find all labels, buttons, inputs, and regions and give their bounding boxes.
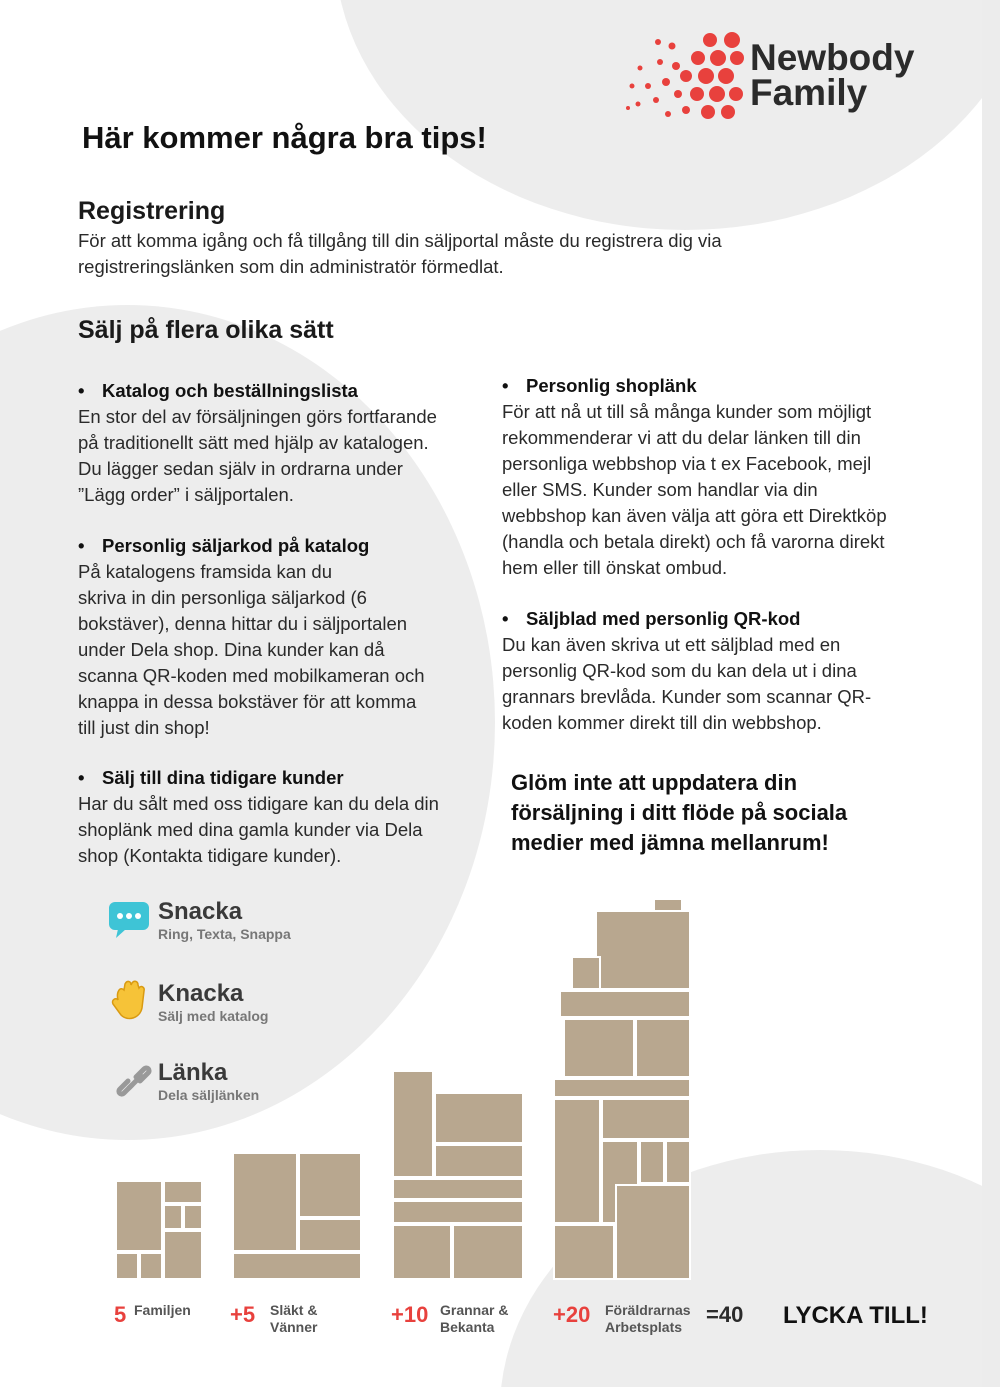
box-stack-arbetsplats [553, 898, 693, 1280]
left-tip-catalog [78, 378, 488, 508]
total-count: =40 [706, 1302, 744, 1327]
stack-label: Släkt & Vänner [270, 1302, 318, 1335]
tip-body: På katalogens framsida kan du skriva in din personliga säljarkod (6 bokstäver), denna hittar du i säljportalen under Dela shop. Dina kunder kan då scanna QR-koden med mobilkameran och knappa in dessa bokstäver för att komma till just din shop! [78, 561, 425, 738]
stack-count: 5 [114, 1302, 127, 1327]
stack-count: +5 [230, 1302, 256, 1327]
tip-body: För att nå ut till så många kunder som möjligt rekommenderar vi att du delar länken till din personliga webbshop via t ex Facebook, mejl eller SMS. Kunder som handlar via din webbshop kan även välja att göra ett Direktköp (handla och betala direkt) och få varorna direkt hem eller till önskat ombud. [502, 401, 887, 578]
tip-title: • Personlig säljarkod på katalog [78, 533, 488, 559]
registration-line: För att komma igång och få tillgång till din säljportal måste du registrera dig via [78, 230, 722, 251]
box-stack-slakt [232, 1152, 364, 1280]
bullet-icon: • [78, 767, 85, 788]
chat-bubble-icon [108, 900, 150, 940]
stack-label: Familjen [134, 1302, 191, 1318]
method-sub: Ring, Texta, Snappa [158, 926, 291, 942]
page-edge [982, 0, 1000, 1387]
stack-label: Föräldrarnas Arbetsplats [605, 1302, 691, 1335]
registration-line: registreringslänken som din administratör förmedlat. [78, 256, 504, 277]
method-name: Länka [158, 1059, 228, 1086]
tip-title: • Katalog och beställningslista [78, 378, 488, 404]
tip-title: • Säljblad med personlig QR-kod [502, 606, 942, 632]
newbody-logo-dots-icon [620, 28, 745, 123]
tip-body: Har du sålt med oss tidigare kan du dela din shoplänk med dina gamla kunder via Dela shop (Kontakta tidigare kunder). [78, 793, 439, 866]
registration-text [78, 228, 722, 280]
box-stack-familjen [115, 1180, 205, 1280]
box-stack-grannar [392, 1070, 527, 1280]
right-tip-shop-link [502, 373, 942, 581]
brand-line-2: Family [750, 72, 868, 113]
method-sub: Sälj med katalog [158, 1008, 269, 1024]
social-media-reminder: Glöm inte att uppdatera din försäljning i ditt flöde på sociala medier med jämna mellanrum! [511, 770, 848, 855]
tip-title: • Personlig shoplänk [502, 373, 942, 399]
method-sub: Dela säljlänken [158, 1087, 260, 1103]
sell-heading: Sälj på flera olika sätt [78, 316, 334, 344]
closing-text: LYCKA TILL! [783, 1302, 928, 1329]
method-name: Snacka [158, 898, 243, 925]
right-tip-qr-code [502, 606, 942, 736]
method-name: Knacka [158, 980, 244, 1007]
waving-hand-icon [108, 980, 150, 1022]
bullet-icon: • [78, 380, 85, 401]
left-tip-previous-customers [78, 765, 488, 869]
brand-line-1: Newbody [750, 37, 915, 78]
bullet-icon: • [78, 535, 85, 556]
link-icon [114, 1061, 156, 1103]
bullet-icon: • [502, 608, 509, 629]
tip-body: En stor del av försäljningen görs fortfarande på traditionellt sätt med hjälp av katalogen. Du lägger sedan själv in ordrarna under ”Lägg order” i säljportalen. [78, 406, 437, 505]
bullet-icon: • [502, 375, 509, 396]
stack-count: +20 [553, 1302, 591, 1327]
stack-count: +10 [391, 1302, 429, 1327]
page-title: Här kommer några bra tips! [82, 120, 487, 155]
left-tip-seller-code [78, 533, 488, 741]
stack-label: Grannar & Bekanta [440, 1302, 509, 1335]
brand-logo-text [750, 37, 915, 113]
tip-body: Du kan även skriva ut ett säljblad med en personlig QR-kod som du kan dela ut i dina grannars brevlåda. Kunder som scannar QR- koden kommer direkt till din webbshop. [502, 634, 872, 733]
tip-title: • Sälj till dina tidigare kunder [78, 765, 488, 791]
registration-heading: Registrering [78, 197, 226, 225]
